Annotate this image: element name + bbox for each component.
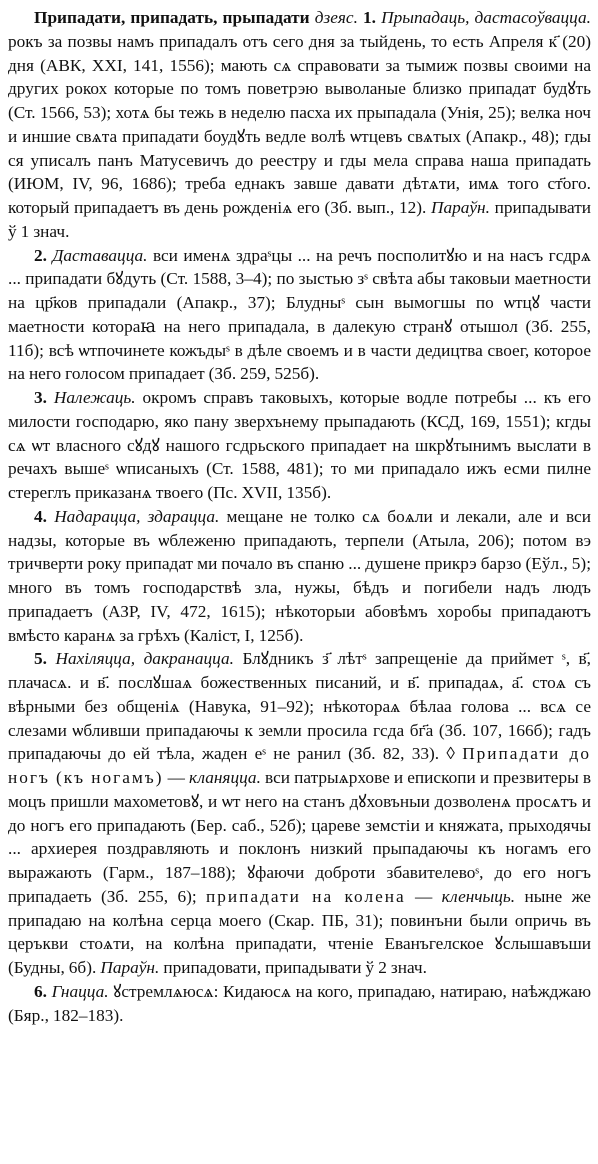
sense-citations: ꙋстремлѧюсѧ: Кидаюсѧ на кого, припадаю, натираю, наѣжджаю (Бяр., 182–183).: [8, 981, 592, 1025]
dictionary-entry-sense-4: [8, 505, 591, 648]
dictionary-entry-sense-3: [8, 386, 591, 505]
sense-citations: мещане не толко сѧ боѧли и лекали, але и вси надзы, которые въ ѡблеженю припадають, терпели (Атыла, 206); потом вэ тричверти року припадат ми почало въ спаню ... душене прикрэ барзо (Еўл., 5); много въ томъ господарствѣ зла, нужы, бѣдъ и погибели надъ людъ припадаетъ (АЗР, IV, 472, 1615); нѣкоторыи абовѣмъ хоробы припадаютъ вмѣсто каранѧ за грѣхъ (Каліст, I, 125б).: [8, 506, 591, 645]
dictionary-entry-sense-5: 5. Нахіляцца, дакранацца. Блꙋдникъ з҃ лѣтˢ запрещеніе да приймет ˢ, в҃, плачасѧ. и в҃. послꙋшаѧ божественных писаний, и в҃. припадаѧ, а҃. стоѧ съ вѣрными без общеніѧ (Навука, 91–92); нѣкотораѧ бѣлаа голова ... всѧ се слезами ѡбливши припадаючы к земли просила гсда бг҃а (Зб. 107, 166б); гадъ припадаючы до ей тѣла, жаден еˢ не ранил (Зб. 82, 33). ◊ Припадати до ногъ (къ ногамъ) — кланяцца. вси патрыѧрхове и епископи и презвитеры в моцъ пришли махометовꙋ, и ѡт него на станъ дꙋховъныи дозволенѧ просѧтъ и до ногъ его припадають (Бер. саб., 52б); царевe земстіи и княжата, прыходячы ... архиерея поздравляють и поклонъ низкий прыпадаючы къ ногамъ его выражають (Гарм., 187–188); ꙋфаючи доброти збавителевоˢ, до его ногъ припадаеть (Зб. 255, 6); припадати на колена — кленчыць. ныне же припадаю на колѣна серца моего (Скар. ПБ, 31); повинъни были опричь въ церъкви стоѧти, на колѣна припадати, чтеніе Еванъгелское ꙋслышавъши (Будны, 6б). Параўн. припадовати, припадывати ў 2 знач.: [8, 649, 591, 977]
sense-gloss: Належаць.: [53, 388, 136, 407]
dictionary-entry-sense-2: [8, 244, 591, 387]
usage-label: Параўн.: [100, 958, 160, 977]
sense-gloss: Гнацца.: [51, 981, 109, 1001]
sense-citations: рокъ за позвы намъ припадалъ отъ сего дня за тыйдень, то есть Апреля к҃ (20) дня (АВК, XXI, 141, 1556); мають сѧ справовати за тымиж позвы своими на других рокох которые по томъ поветрэю выволаные близко припадат будꙋть (Ст. 1566, 53); хотѧ бы тежь в неделю пасха их прыпадала (Унія, 25); велка ноч и иншие свѧта припадати боудꙋть ведле волѣ ѡтцевъ свѧтых (Апакр., 48); гды ся уписалъ панъ Матусевичъ до реестру и гды мела справа наша припадать (ИЮМ, IV, 96, 1686); треба еднакъ завше давати дѣтѧти, имѧ того ст҃ого. который припадаетъ въ день рожденіѧ его (Зб. вып., 12).: [8, 31, 591, 217]
sense-gloss: Прыпадаць, дастасоўвацца.: [381, 8, 591, 27]
phrase-headword: Припадати до ногъ (къ ногамъ): [8, 744, 591, 787]
phrase-gloss: кланяцца.: [189, 768, 261, 787]
sense-citations: Блꙋдникъ з҃ лѣтˢ запрещеніе да приймет ˢ, в҃, плачасѧ. и в҃. послꙋшаѧ божественных писаний, и в҃. припадаѧ, а҃. стоѧ съ вѣрными без общеніѧ (Навука, 91–92); нѣкотораѧ бѣлаа голова ... всѧ се слезами ѡбливши припадаючы к земли просила гсда бг҃а (Зб. 107, 166б); гадъ припадаючы до ей тѣла, жаден еˢ не ранил (Зб. 82, 33). ◊: [8, 649, 591, 764]
dictionary-entry-sense-6: [8, 980, 591, 1028]
usage-label: Параўн.: [430, 198, 490, 217]
sense-citations: вси именѧ здраˢцы ... на речъ посполитꙋю и на насъ гсдрѧ ... припадати бꙋдуть (Ст. 1588, 3–4); по зыстью зˢ свѣта абы таковыи маетности на цр҃ков припадали (Апакр., 37); Блудныˢ сын вымогшы по ѡтцꙋ части маетности котораꙗ на него припадала, в далекую странꙋ отышол (Зб. 255, 11б); всѣ ѡтпочинете кожъдыˢ в дѣле своемъ и в части дедицтва своег, которое на него голосом припадает (Зб. 259, 525б).: [8, 245, 591, 384]
sense-gloss: Нахіляцца, дакранацца.: [55, 649, 234, 669]
sense-citations: ныне же припадаю на колѣна серца моего (Скар. ПБ, 31); повинъни были опричь въ церъкви стоѧти, на колѣна припадати, чтеніе Еванъгелское ꙋслышавъши (Будны, 6б).: [8, 886, 591, 977]
sense-number: 6.: [34, 981, 47, 1001]
sense-citations: окромъ справъ таковыхъ, которые водле потребы ... къ его милости господарю, яко пану зверхънему прыпадають (КСД, 169, 1551); кгды сѧ ѡт власного сꙋдꙋ нашого гсдрьского припадает на шкрꙋтынимъ выслати в речахъ вышеˢ ѡписаныхъ (Ст. 1588, 481); то ми припадало ижъ есми пилне стереглъ приказанѧ твоего (Пс. XVII, 135б).: [8, 388, 591, 502]
entry-headword: Припадати, припадать, прыпадати: [34, 8, 310, 27]
sense-number: 1.: [363, 8, 376, 27]
usage-text: припадывати ў 1 знач.: [8, 198, 591, 241]
dictionary-entry-sense-1: [8, 6, 591, 244]
sense-gloss: Надарацца, здарацца.: [54, 506, 220, 526]
sense-citations: вси патрыѧрхове и епископи и презвитеры в моцъ пришли махометовꙋ, и ѡт него на станъ дꙋховъныи дозволенѧ просѧтъ и до ногъ его припадають (Бер. саб., 52б); царевe земстіи и княжата, прыходячы ... архиерея поздравляють и поклонъ низкий прыпадаючы къ ногамъ его выражають (Гарм., 187–188); ꙋфаючи доброти збавителевоˢ, до его ногъ припадаеть (Зб. 255, 6);: [8, 768, 591, 906]
sense-gloss: Даставацца.: [52, 245, 148, 265]
usage-text: припадовати, припадывати ў 2 знач.: [163, 958, 427, 977]
sense-number: 3.: [34, 388, 47, 407]
phrase-headword: припадати на колена: [206, 886, 406, 906]
sense-number: 4.: [34, 506, 47, 526]
sense-number: 2.: [34, 245, 47, 265]
part-of-speech: дзеяс.: [314, 8, 358, 27]
sense-number: 5.: [34, 649, 47, 669]
phrase-gloss: кленчыць.: [441, 886, 516, 906]
